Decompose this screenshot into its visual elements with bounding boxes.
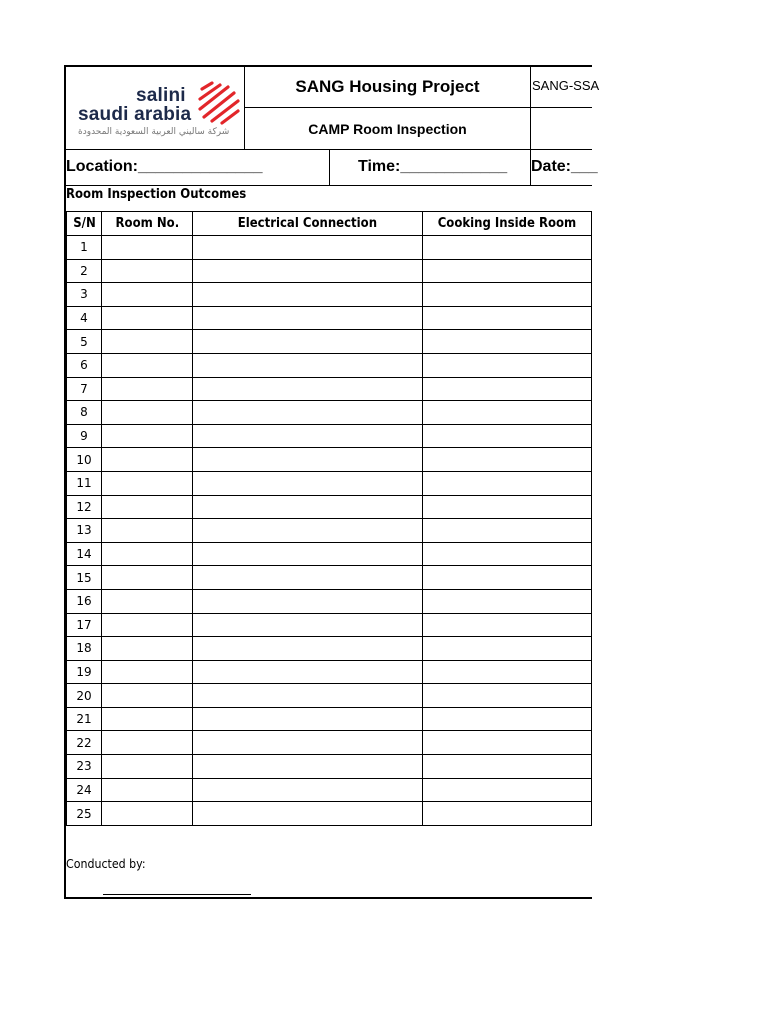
table-row [67, 802, 592, 826]
table-row [67, 778, 592, 802]
room-no-cell[interactable] [102, 542, 193, 566]
table-row [67, 660, 592, 684]
table-row [67, 259, 592, 283]
electrical-connection-cell[interactable] [193, 448, 423, 472]
electrical-connection-cell[interactable] [193, 589, 423, 613]
sn-cell: 15 [67, 566, 102, 590]
table-row [67, 731, 592, 755]
electrical-connection-cell[interactable] [193, 684, 423, 708]
cooking-inside-room-cell[interactable] [423, 236, 592, 260]
room-no-cell[interactable] [102, 613, 193, 637]
electrical-connection-cell[interactable] [193, 542, 423, 566]
table-row [67, 283, 592, 307]
sn-cell: 20 [67, 684, 102, 708]
table-row [67, 424, 592, 448]
room-no-cell[interactable] [102, 707, 193, 731]
electrical-connection-cell[interactable] [193, 778, 423, 802]
sn-cell: 23 [67, 755, 102, 779]
sn-cell: 1 [67, 236, 102, 260]
electrical-connection-cell[interactable] [193, 424, 423, 448]
sn-cell: 18 [67, 637, 102, 661]
sn-cell: 9 [67, 424, 102, 448]
room-no-cell[interactable] [102, 471, 193, 495]
inspection-form [64, 65, 600, 899]
electrical-connection-cell[interactable] [193, 519, 423, 543]
table-row [67, 401, 592, 425]
room-no-cell[interactable] [102, 283, 193, 307]
room-no-cell[interactable] [102, 778, 193, 802]
sn-cell: 25 [67, 802, 102, 826]
electrical-connection-cell[interactable] [193, 566, 423, 590]
cooking-inside-room-cell[interactable] [423, 566, 592, 590]
cooking-inside-room-cell[interactable] [423, 377, 592, 401]
table-row [67, 377, 592, 401]
sn-cell: 2 [67, 259, 102, 283]
cooking-inside-room-cell[interactable] [423, 353, 592, 377]
room-no-cell[interactable] [102, 660, 193, 684]
electrical-connection-cell[interactable] [193, 637, 423, 661]
electrical-connection-cell[interactable] [193, 330, 423, 354]
room-no-cell[interactable] [102, 236, 193, 260]
room-no-cell[interactable] [102, 519, 193, 543]
sn-cell: 8 [67, 401, 102, 425]
cooking-inside-room-cell[interactable] [423, 755, 592, 779]
document-number: SANG-SSA [532, 78, 600, 93]
cooking-inside-room-cell[interactable] [423, 542, 592, 566]
room-no-cell[interactable] [102, 802, 193, 826]
electrical-connection-cell[interactable] [193, 755, 423, 779]
column-header-sn: S/N [67, 212, 102, 236]
sn-cell: 6 [67, 353, 102, 377]
logo-arabic-text: شركة ساليني العربية السعودية المحدودة [78, 127, 230, 137]
table-row [67, 471, 592, 495]
table-row [67, 236, 592, 260]
room-no-cell[interactable] [102, 731, 193, 755]
sn-cell: 19 [67, 660, 102, 684]
electrical-connection-cell[interactable] [193, 471, 423, 495]
inspection-table [66, 211, 592, 826]
conducted-by-label: Conducted by: [66, 857, 146, 871]
electrical-connection-cell[interactable] [193, 802, 423, 826]
table-row [67, 637, 592, 661]
column-header-electrical-connection: Electrical Connection [193, 212, 423, 236]
table-row [67, 542, 592, 566]
electrical-connection-cell[interactable] [193, 236, 423, 260]
form-border-bottom [64, 897, 592, 899]
signature-line[interactable] [103, 894, 251, 895]
sn-cell: 12 [67, 495, 102, 519]
room-no-cell[interactable] [102, 306, 193, 330]
sn-cell: 14 [67, 542, 102, 566]
table-row [67, 330, 592, 354]
sn-cell: 21 [67, 707, 102, 731]
electrical-connection-cell[interactable] [193, 283, 423, 307]
room-no-cell[interactable] [102, 637, 193, 661]
sn-cell: 17 [67, 613, 102, 637]
column-header-cooking-inside-room: Cooking Inside Room [423, 212, 592, 236]
table-row [67, 566, 592, 590]
room-no-cell[interactable] [102, 330, 193, 354]
sn-cell: 11 [67, 471, 102, 495]
table-row [67, 755, 592, 779]
cooking-inside-room-cell[interactable] [423, 330, 592, 354]
table-row [67, 589, 592, 613]
room-no-cell[interactable] [102, 353, 193, 377]
electrical-connection-cell[interactable] [193, 707, 423, 731]
sn-cell: 10 [67, 448, 102, 472]
cooking-inside-room-cell[interactable] [423, 424, 592, 448]
section-title: Room Inspection Outcomes [66, 187, 247, 202]
fields-bottom-rule [64, 185, 592, 186]
cooking-inside-room-cell[interactable] [423, 613, 592, 637]
room-no-cell[interactable] [102, 424, 193, 448]
electrical-connection-cell[interactable] [193, 401, 423, 425]
cooking-inside-room-cell[interactable] [423, 519, 592, 543]
sn-cell: 4 [67, 306, 102, 330]
electrical-connection-cell[interactable] [193, 613, 423, 637]
room-no-cell[interactable] [102, 755, 193, 779]
sn-cell: 22 [67, 731, 102, 755]
docno-divider [530, 65, 531, 150]
company-logo [76, 77, 244, 141]
project-title: SANG Housing Project [295, 76, 480, 96]
room-no-cell[interactable] [102, 259, 193, 283]
electrical-connection-cell[interactable] [193, 731, 423, 755]
table-row [67, 448, 592, 472]
cooking-inside-room-cell[interactable] [423, 778, 592, 802]
room-no-cell[interactable] [102, 566, 193, 590]
room-no-cell[interactable] [102, 495, 193, 519]
table-row [67, 519, 592, 543]
cooking-inside-room-cell[interactable] [423, 660, 592, 684]
table-header-row [67, 212, 592, 236]
table-row [67, 353, 592, 377]
electrical-connection-cell[interactable] [193, 495, 423, 519]
electrical-connection-cell[interactable] [193, 660, 423, 684]
cooking-inside-room-cell[interactable] [423, 707, 592, 731]
location-divider [329, 149, 330, 186]
cooking-inside-room-cell[interactable] [423, 448, 592, 472]
table-row [67, 707, 592, 731]
cooking-inside-room-cell[interactable] [423, 589, 592, 613]
cooking-inside-room-cell[interactable] [423, 731, 592, 755]
location-field[interactable]: Location:______________ [66, 158, 263, 175]
cooking-inside-room-cell[interactable] [423, 306, 592, 330]
room-no-cell[interactable] [102, 589, 193, 613]
table-row [67, 684, 592, 708]
electrical-connection-cell[interactable] [193, 377, 423, 401]
cooking-inside-room-cell[interactable] [423, 283, 592, 307]
table-row [67, 306, 592, 330]
sn-cell: 3 [67, 283, 102, 307]
sn-cell: 24 [67, 778, 102, 802]
sn-cell: 16 [67, 589, 102, 613]
electrical-connection-cell[interactable] [193, 259, 423, 283]
cooking-inside-room-cell[interactable] [423, 637, 592, 661]
electrical-connection-cell[interactable] [193, 353, 423, 377]
table-row [67, 613, 592, 637]
logo-brand-line2: saudi arabia [78, 104, 192, 125]
date-field[interactable]: Date:___ [531, 158, 598, 175]
room-no-cell[interactable] [102, 377, 193, 401]
column-header-room-no: Room No. [102, 212, 193, 236]
cooking-inside-room-cell[interactable] [423, 401, 592, 425]
cooking-inside-room-cell[interactable] [423, 259, 592, 283]
room-no-cell[interactable] [102, 401, 193, 425]
logo-mark-icon [196, 79, 242, 127]
form-subtitle: CAMP Room Inspection [308, 120, 467, 137]
sn-cell: 7 [67, 377, 102, 401]
cooking-inside-room-cell[interactable] [423, 471, 592, 495]
time-field[interactable]: Time:____________ [358, 158, 508, 175]
cooking-inside-room-cell[interactable] [423, 802, 592, 826]
table-row [67, 495, 592, 519]
cooking-inside-room-cell[interactable] [423, 495, 592, 519]
room-no-cell[interactable] [102, 684, 193, 708]
electrical-connection-cell[interactable] [193, 306, 423, 330]
cooking-inside-room-cell[interactable] [423, 684, 592, 708]
sn-cell: 5 [67, 330, 102, 354]
sn-cell: 13 [67, 519, 102, 543]
logo-brand-line1: salini [136, 85, 186, 106]
room-no-cell[interactable] [102, 448, 193, 472]
